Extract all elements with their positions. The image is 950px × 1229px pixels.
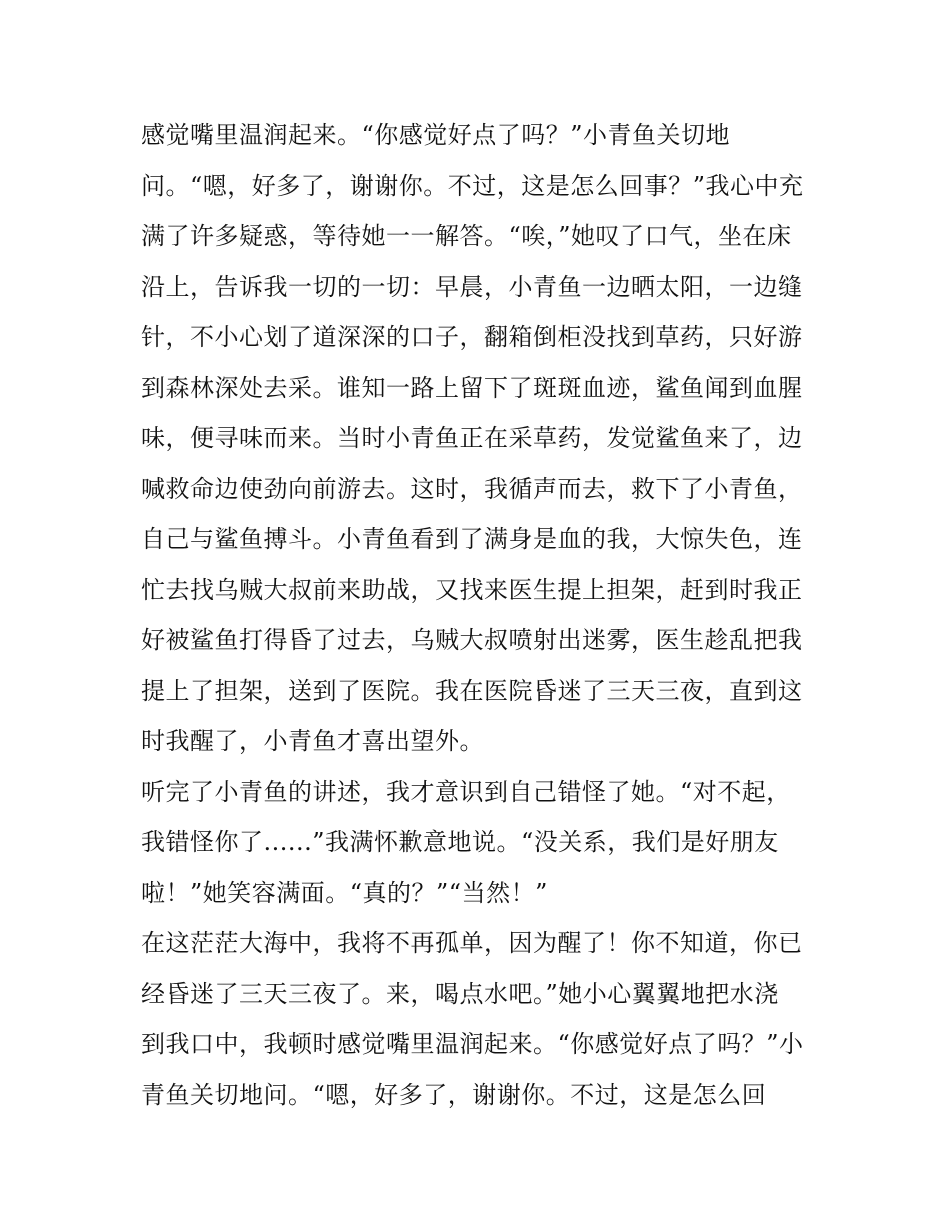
text-line-20: 青鱼关切地问。“嗯，好多了，谢谢你。不过，这是怎么回 <box>141 1080 767 1109</box>
text-line-2: 问。“嗯，好多了，谢谢你。不过，这是怎么回事？”我心中充 <box>141 171 804 200</box>
text-line-3: 满了许多疑惑，等待她一一解答。“唉，”她叹了口气，坐在床 <box>141 222 792 250</box>
text-line-10: 忙去找乌贼大叔前来助战，又找来医生提上担架，赶到时我正 <box>141 575 803 604</box>
text-line-5: 针，不小心划了道深深的口子，翻箱倒柜没找到草药，只好游 <box>141 323 803 351</box>
text-line-19: 到我口中，我顿时感觉嘴里温润起来。“你感觉好点了吗？”小 <box>141 1030 804 1058</box>
text-line-9: 自己与鲨鱼搏斗。小青鱼看到了满身是血的我，大惊失色，连 <box>141 525 803 553</box>
text-line-4: 沿上，告诉我一切的一切：早晨，小青鱼一边晒太阳，一边缝 <box>141 272 803 301</box>
text-line-1: 感觉嘴里温润起来。“你感觉好点了吗？”小青鱼关切地 <box>141 121 731 149</box>
text-line-7: 味，便寻味而来。当时小青鱼正在采草药，发觉鲨鱼来了，边 <box>141 424 803 452</box>
text-line-13: 时我醒了，小青鱼才喜出望外。 <box>141 727 484 755</box>
text-line-14: 听完了小青鱼的讲述，我才意识到自己错怪了她。“对不起， <box>141 777 791 806</box>
text-line-18: 经昏迷了三天三夜了。来，喝点水吧。”她小心翼翼地把水浇 <box>141 979 779 1008</box>
story-text <box>141 110 821 1120</box>
text-line-8: 喊救命边使劲向前游去。这时，我循声而去，救下了小青鱼， <box>141 474 803 503</box>
text-line-15: 我错怪你了......”我满怀歉意地说。“没关系，我们是好朋友 <box>141 828 779 856</box>
text-line-11: 好被鲨鱼打得昏了过去，乌贼大叔喷射出迷雾，医生趁乱把我 <box>141 626 803 654</box>
text-line-12: 提上了担架，送到了医院。我在医院昏迷了三天三夜，直到这 <box>141 676 803 705</box>
text-line-6: 到森林深处去采。谁知一路上留下了斑斑血迹，鲨鱼闻到血腥 <box>141 373 803 402</box>
text-line-17: 在这茫茫大海中，我将不再孤单，因为醒了！你不知道，你已 <box>141 929 803 957</box>
text-line-16: 啦！”她笑容满面。“真的？”“当然！” <box>141 878 548 907</box>
